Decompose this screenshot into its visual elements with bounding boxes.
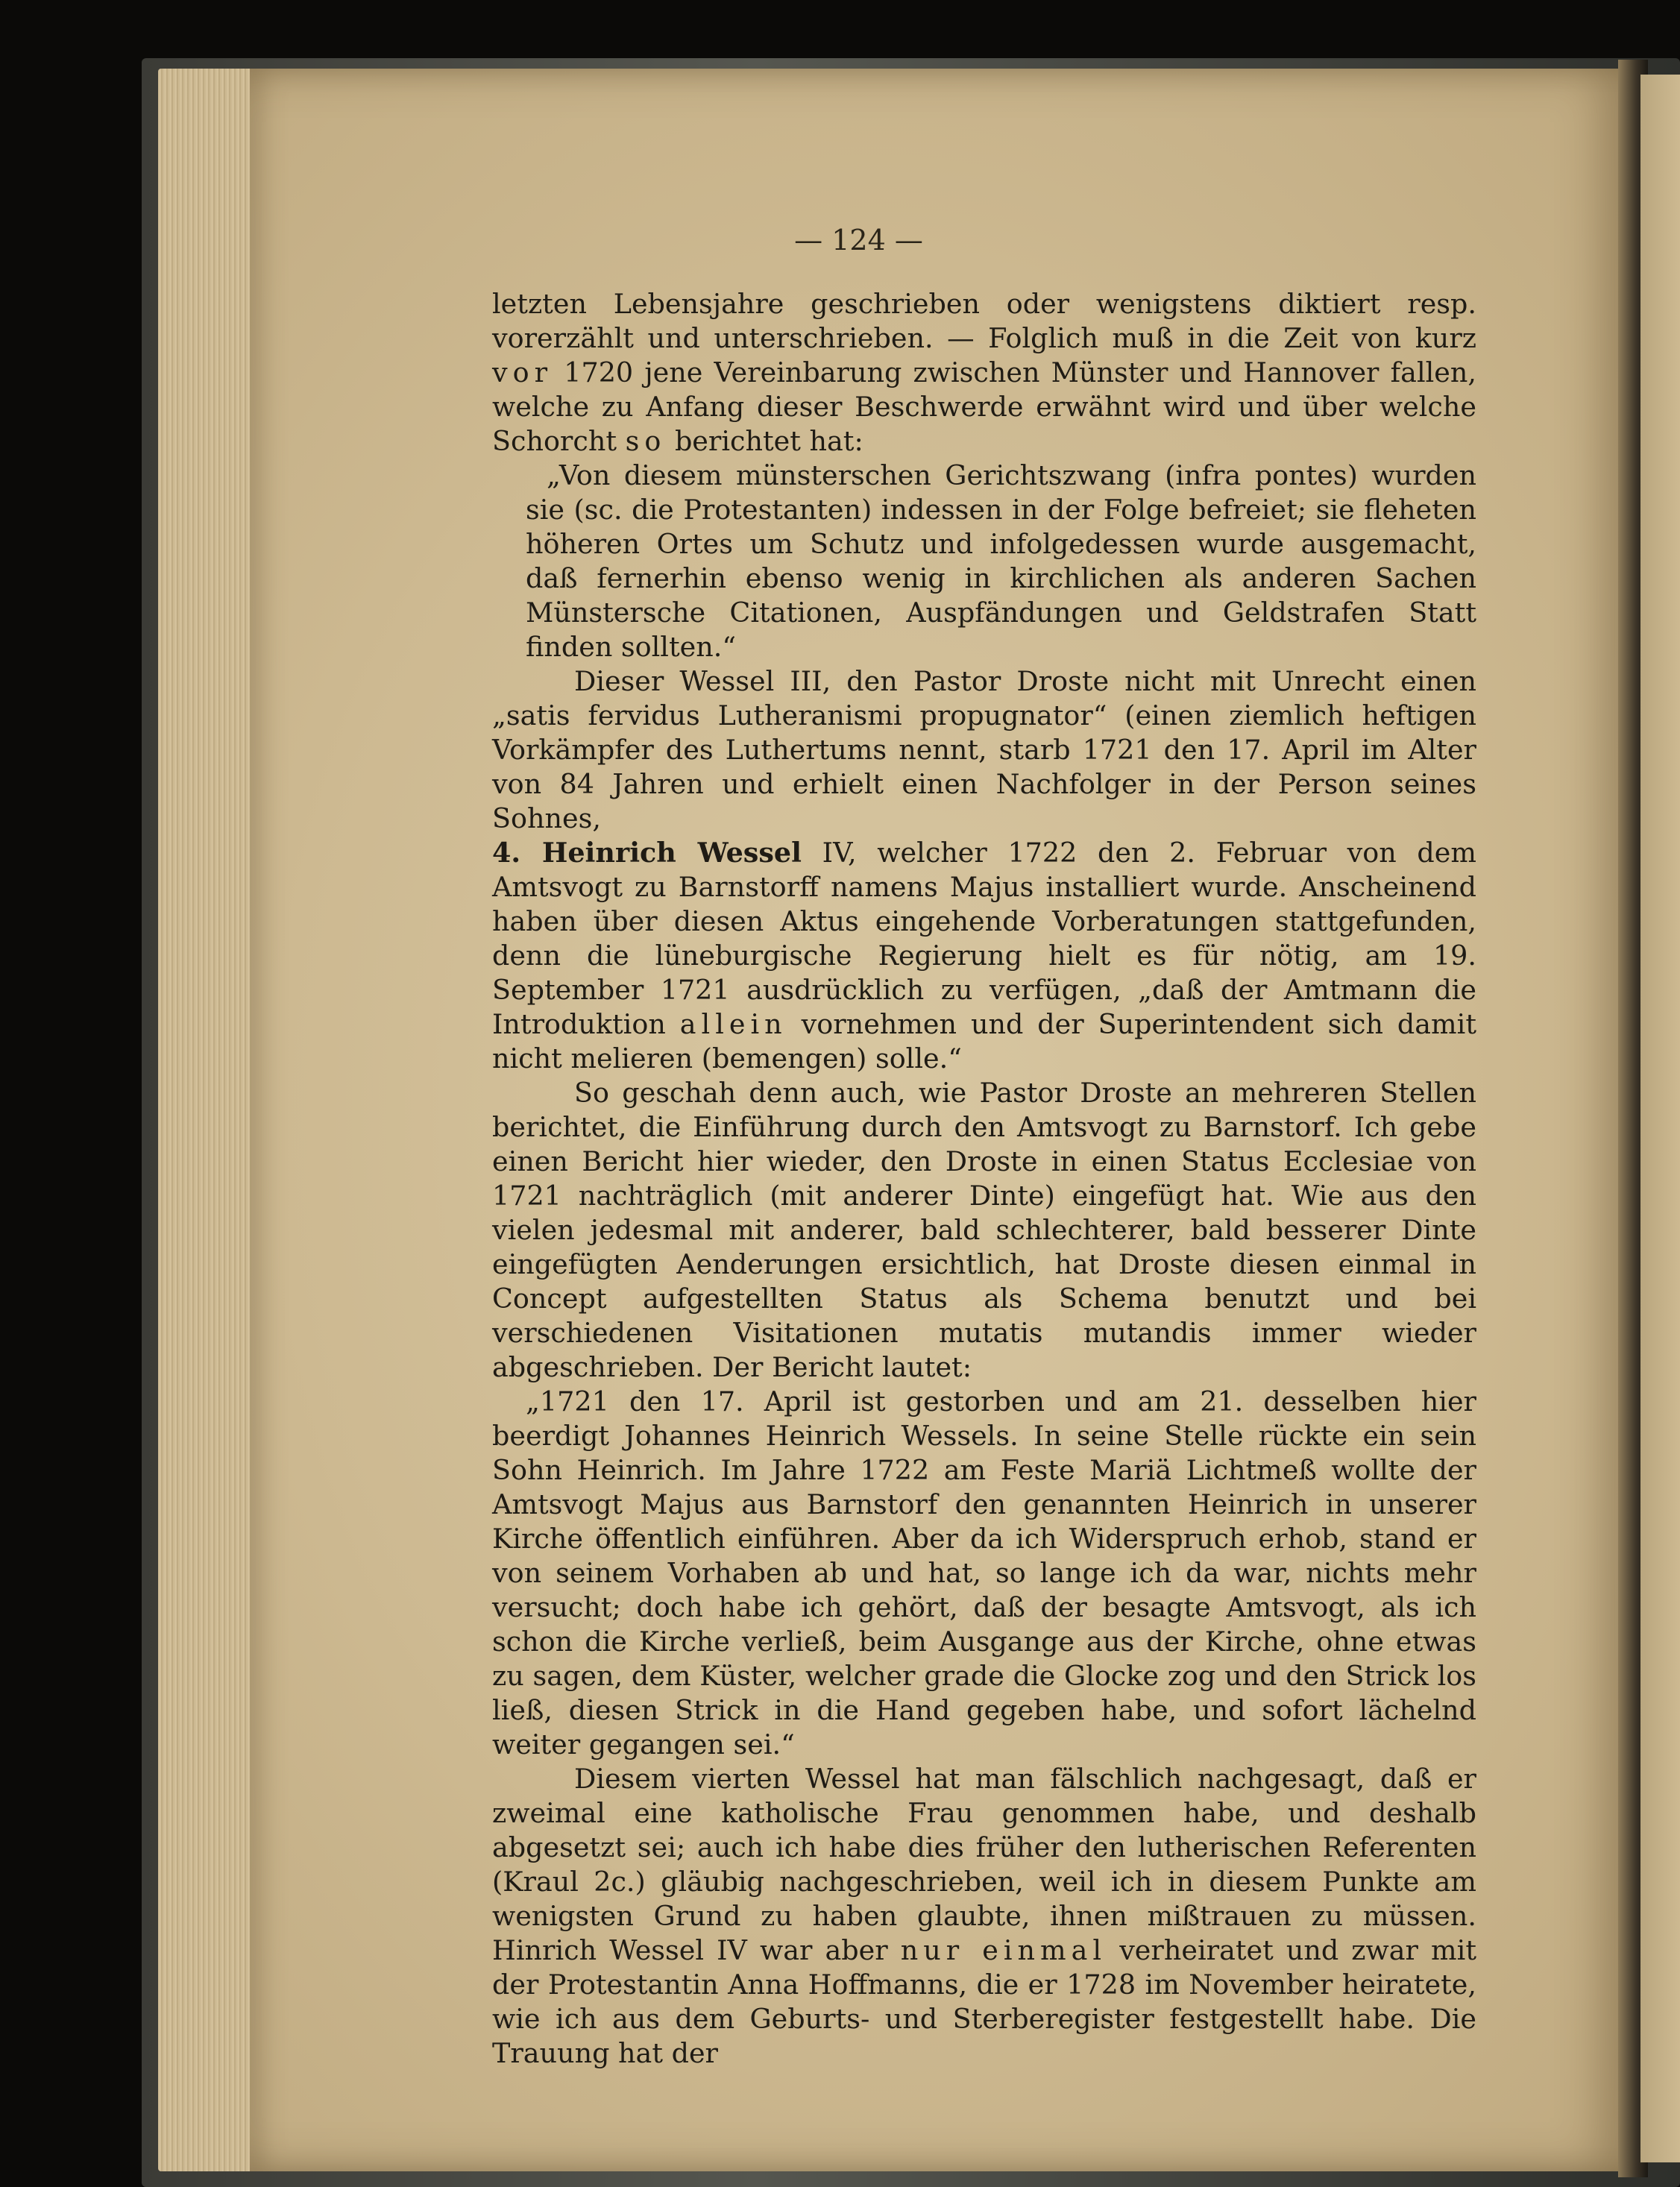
page-text	[492, 287, 1476, 2071]
quote-2: „1721 den 17. April ist gestorben und am 21. desselben hier beerdigt Johannes Heinrich Wessels. In seine Stelle rückte ein sein Sohn Heinrich. Im Jahre 1722 am Feste Mariä Lichtmeß wollte der Amtsvogt Majus aus Barnstorf den genannten Heinrich in unserer Kirche öffentlich einführen. Aber da ich Widerspruch erhob, stand er von seinem Vorhaben ab und hat, so lange ich da war, nichts mehr versucht; doch habe ich gehört, daß der besagte Amtsvogt, als ich schon die Kirche verließ, beim Ausgange aus der Kirche, ohne etwas zu sagen, dem Küster, welcher grade die Glocke zog und den Strick los ließ, diesen Strick in die Hand gegeben habe, und sofort lächelnd weiter gegangen sei.“	[492, 1385, 1476, 1760]
paragraph-4: So geschah denn auch, wie Pastor Droste an mehreren Stellen berichtet, die Einführung durch den Amtsvogt zu Barnstorf. Ich gebe einen Bericht hier wieder, den Droste in einen Status Ecclesiae von 1721 nachträglich (mit anderer Dinte) eingefügt hat. Wie aus den vielen jedesmal mit anderer, bald schlechterer, bald besserer Dinte eingefügten Aenderungen ersichtlich, hat Droste diesen einmal in Concept aufgestellten Status als Schema benutzt und bei verschiedenen Visitationen mutatis mutandis immer wieder abgeschrieben. Der Bericht lautet:	[492, 1077, 1476, 1383]
page-edges	[158, 69, 255, 2171]
paragraph-3: 4. Heinrich Wessel IV, welcher 1722 den 2. Februar von dem Amtsvogt zu Barnstorff namens Majus installiert wurde. Anscheinend haben über diesen Aktus eingehende Vorberatungen stattgefunden, denn die lüneburgische Regierung hielt es für nötig, am 19. September 1721 ausdrücklich zu verfügen, „daß der Amtmann die Introduktion allein vornehmen und der Superintendent sich damit nicht melieren (bemengen) solle.“	[492, 837, 1476, 1074]
paragraph-2: Dieser Wessel III, den Pastor Droste nicht mit Unrecht einen „satis fervidus Lutheranismi propugnator“ (einen ziemlich heftigen Vorkämpfer des Luthertums nennt, starb 1721 den 17. April im Alter von 84 Jahren und erhielt einen Nachfolger in der Person seines Sohnes,	[492, 665, 1476, 834]
paragraph-1: letzten Lebensjahre geschrieben oder wenigstens diktiert resp. vorerzählt und unterschrieben. — Folglich muß in die Zeit von kurz vor 1720 jene Vereinbarung zwischen Münster und Hannover fallen, welche zu Anfang dieser Beschwerde erwähnt wird und über welche Schorcht so berichtet hat:	[492, 288, 1477, 457]
quote-1: „Von diesem münsterschen Gerichtszwang (infra pontes) wurden sie (sc. die Protestanten) indessen in der Folge befreiet; sie fleheten höheren Ortes um Schutz und infolgedessen wurde ausgemacht, daß fernerhin ebenso wenig in kirchlichen als anderen Sachen Münstersche Citationen, Auspfändungen und Geldstrafen Statt finden sollten.“	[526, 459, 1476, 663]
paragraph-5: Diesem vierten Wessel hat man fälschlich nachgesagt, daß er zweimal eine katholische Frau genommen habe, und deshalb abgesetzt sei; auch ich habe dies früher den lutherischen Referenten (Kraul 2c.) gläubig nachgeschrieben, weil ich in diesem Punkte am wenigsten Grund zu haben glaubte, ihnen mißtrauen zu müssen. Hinrich Wessel IV war aber nur einmal verheiratet und zwar mit der Protestantin Anna Hoffmanns, die er 1728 im November heiratete, wie ich aus dem Geburts- und Sterberegister festgestellt habe. Die Trauung hat der	[492, 1763, 1477, 2069]
page-number: — 124 —	[794, 224, 923, 257]
facing-page-edge	[1640, 75, 1680, 2162]
section-heading-heinrich-wessel: 4. Heinrich Wessel	[492, 837, 802, 869]
